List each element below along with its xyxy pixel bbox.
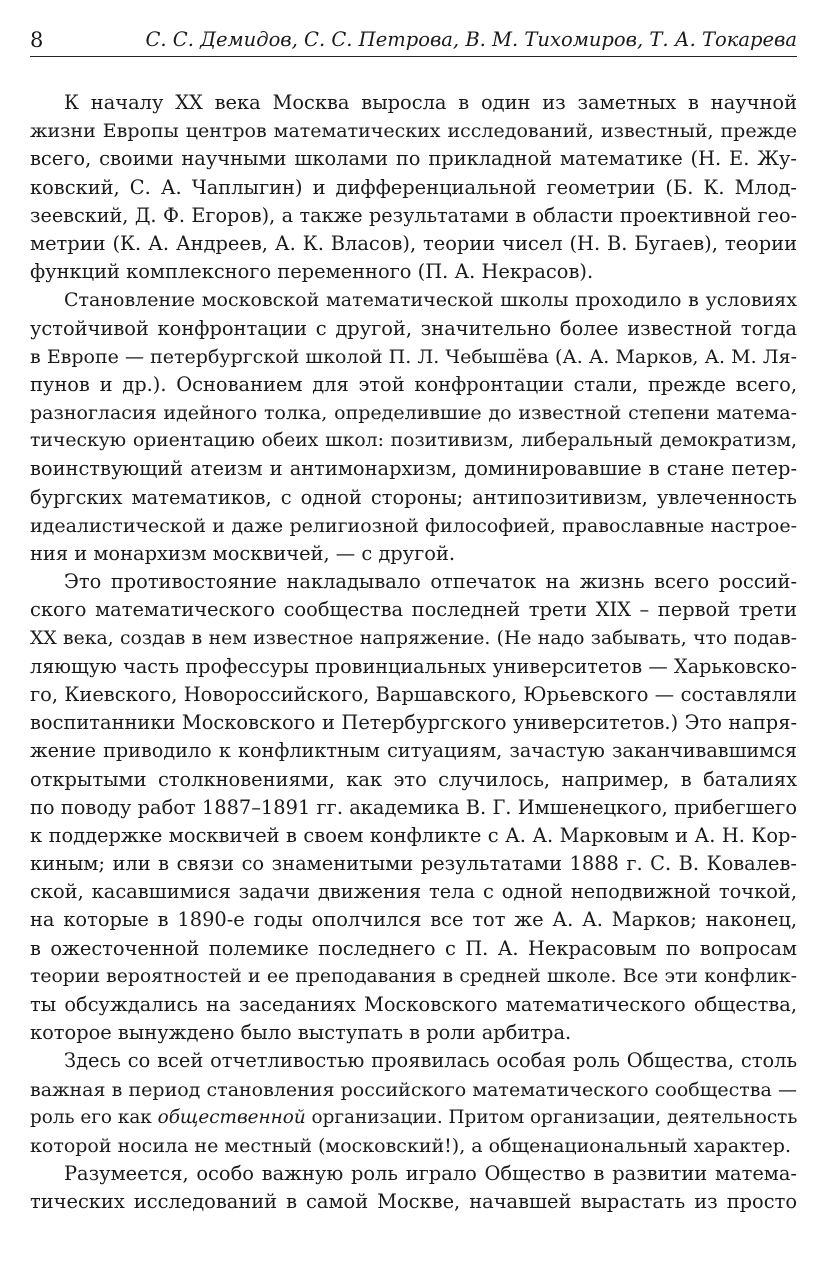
text-line: Здесь со всей отчетливостью проявилась особая роль Общества, столь [64, 1049, 797, 1073]
text-line: жение приводило к конфликтным ситуациям, зачастую заканчивавшимся [30, 739, 797, 763]
text-line: К началу XX века Москва выросла в один из заметных в научной [64, 91, 797, 114]
text-segment: роль его как [30, 1106, 158, 1128]
text-line: XX века, создав в нем известное напряжение. (Не надо забывать, что подав- [30, 627, 797, 649]
running-head-authors: С. С. Демидов, С. С. Петрова, В. М. Тихомиров, Т. А. Токарева [145, 28, 797, 51]
text-line: разногласия идейного толка, определившие до известной степени матема- [30, 402, 797, 425]
text-line: по поводу работ 1887–1891 гг. академика В. Г. Имшенецкого, прибегшего [30, 795, 797, 819]
page-header [30, 26, 797, 57]
text-line: воинствующий атеизм и антимонархизм, доминировавшие в стане петер- [30, 457, 797, 481]
body-text [30, 89, 797, 1217]
text-line: зеевский, Д. Ф. Егоров), а также результатами в области проективной гео- [30, 203, 797, 227]
text-line: ского математического сообщества последней трети XIX – первой трети [30, 598, 797, 622]
paragraph [30, 1160, 797, 1216]
text-line: теории вероятностей и ее преподавания в средней школе. Все эти конфлик- [30, 965, 797, 987]
text-line: пунов и др.). Основанием для этой конфронтации стали, прежде всего, [30, 372, 797, 396]
text-line: тических исследований в самой Москве, начавшей вырастать из просто [30, 1190, 797, 1214]
text-line: ковский, С. А. Чаплыгин) и дифференциальной геометрии (Б. К. Млод- [30, 175, 797, 199]
text-line: на которые в 1890-е годы ополчился все тот же А. А. Марков; наконец, [30, 908, 797, 932]
text-line: ния и монархизм москвичей, — с другой. [30, 542, 456, 565]
text-line: Это противостояние накладывало отпечаток на жизнь всего россий- [64, 570, 797, 594]
paragraph [30, 1047, 797, 1160]
text-line: в Европе — петербургской школой П. Л. Чебышёва (А. А. Марков, А. М. Ля- [30, 345, 797, 368]
text-line: ляющую часть профессуры провинциальных университетов — Харьковско- [30, 654, 797, 678]
text-line: воспитанники Московского и Петербургского университетов.) Это напря- [30, 711, 797, 735]
text-line: к поддержке москвичей в своем конфликте с А. А. Марковым и А. Н. Кор- [30, 823, 797, 847]
text-line [30, 1104, 797, 1132]
text-segment: организации. Притом организации, деятельность [305, 1106, 797, 1128]
paragraph [30, 89, 797, 286]
text-line: Становление московской математической школы проходило в условиях [64, 289, 797, 312]
text-line: ской, касавшимися задачи движения тела с одной неподвижной точкой, [30, 880, 797, 904]
emphasized-term: общественной [157, 1106, 306, 1128]
text-line: открытыми столкновениями, как это случилось, например, в баталиях [30, 767, 797, 791]
text-line: в ожесточенной полемике последнего с П. А. Некрасовым по вопросам [30, 936, 797, 960]
text-line: устойчивой конфронтации с другой, значительно более известной тогда [30, 316, 797, 340]
text-line: функций комплексного переменного (П. А. Некрасов). [30, 260, 594, 284]
text-line: Разумеется, особо важную роль играло Общество в развитии матема- [64, 1162, 797, 1186]
page-number: 8 [30, 28, 44, 52]
paragraph [30, 568, 797, 1047]
text-line: тическую ориентацию обеих школ: позитивизм, либеральный демократизм, [30, 430, 797, 452]
text-line: го, Киевского, Новороссийского, Варшавского, Юрьевского — составляли [30, 682, 797, 706]
text-line: бургских математиков, с одной стороны; антипозитивизм, увлеченность [30, 485, 797, 509]
text-line: жизни Европы центров математических исследований, известный, прежде [30, 120, 797, 143]
text-line: идеалистической и даже религиозной философией, православные настрое- [30, 514, 797, 537]
text-line: киным; или в связи со знаменитыми результатами 1888 г. С. В. Ковалев- [30, 852, 797, 876]
text-line: метрии (К. А. Андреев, А. К. Власов), теории чисел (Н. В. Бугаев), теории [30, 231, 797, 255]
paragraph [30, 286, 797, 568]
text-line: ты обсуждались на заседаниях Московского математического общества, [30, 993, 797, 1016]
text-line: всего, своими научными школами по прикладной математике (Н. Е. Жу- [30, 147, 797, 171]
text-line: которой носила не местный (московский!), а общенациональный характер. [30, 1134, 792, 1157]
text-line: которое вынуждено было выступать в роли арбитра. [30, 1021, 572, 1045]
text-line: важная в период становления российского математического сообщества — [30, 1078, 797, 1101]
